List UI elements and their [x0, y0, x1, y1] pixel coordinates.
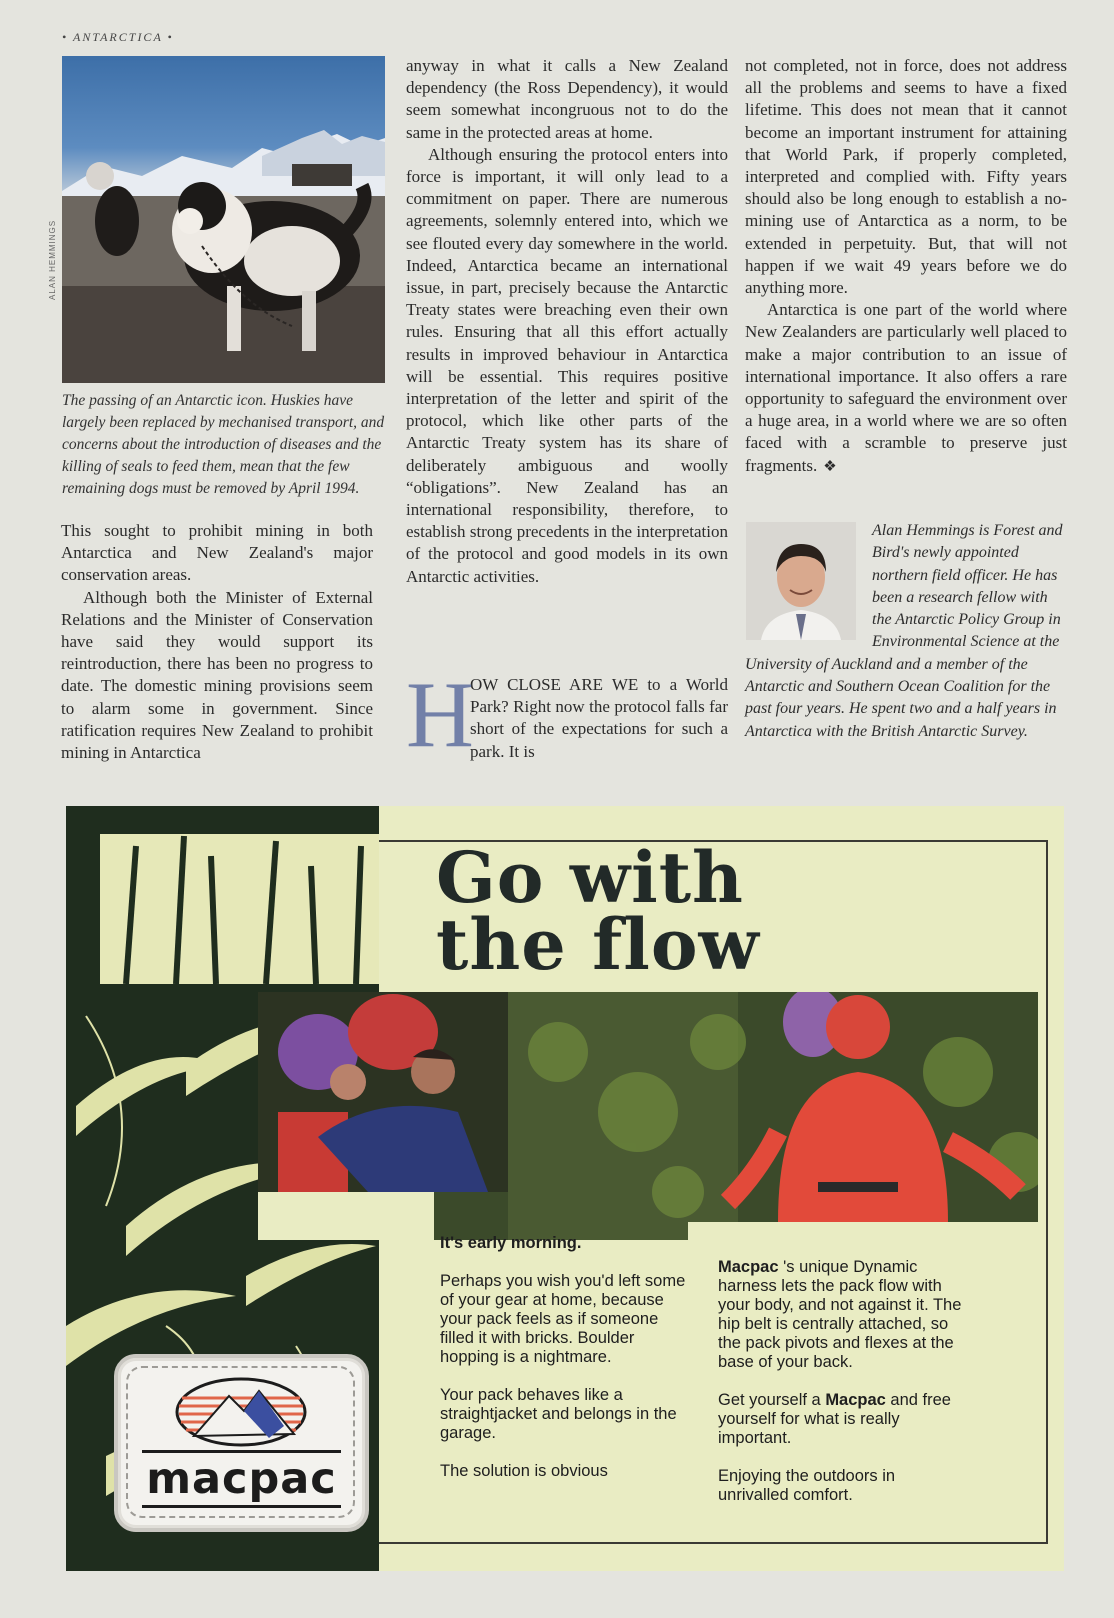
ad-paragraph	[718, 1391, 968, 1448]
article-column-2	[406, 55, 728, 588]
hikers-photo	[258, 992, 1038, 1240]
ad-lead: It's early morning.	[440, 1234, 582, 1252]
paragraph	[745, 299, 1067, 478]
section-lead-text: OW CLOSE ARE WE to a World Park? Right now the protocol falls far short of the expectations for such a park. It is	[470, 675, 728, 761]
paragraph: This sought to prohibit mining in both Antarctica and New Zealand's major conservation areas.	[61, 521, 373, 585]
paragraph: Although both the Minister of External Relations and the Minister of Conservation have said they would support its reintroduction, there has been no progress to date. The domestic mining provisions seem to alarm some in government. Since ratification requires New Zealand to prohibit mining in Antarctica	[61, 587, 373, 763]
ad-paragraph-text: Get yourself a	[718, 1391, 826, 1409]
article-column-3	[745, 55, 1067, 478]
end-mark-icon: ❖	[823, 458, 837, 475]
photo-caption: The passing of an Antarctic icon. Huskies have largely been replaced by mechanised transport, and concerns about the introduction of diseases and the killing of seals to feed them, mean that the few remaining dogs must be removed by April 1994.	[62, 392, 385, 497]
photo-credit: ALAN HEMMINGS	[48, 219, 57, 300]
running-head: • ANTARCTICA •	[62, 30, 174, 44]
drop-cap: H	[406, 663, 474, 767]
macpac-logo-patch	[114, 1354, 369, 1532]
ad-paragraph: Perhaps you wish you'd left some of your gear at home, because your pack feels as if someone filled it with bricks. Boulder hopping is a nightmare.	[440, 1272, 686, 1366]
headline-line-1: Go with	[436, 836, 744, 919]
headline-line-2: the flow	[436, 903, 760, 986]
author-bio	[745, 520, 1067, 743]
brand-name: Macpac	[718, 1258, 779, 1276]
brand-name: Macpac	[825, 1391, 886, 1409]
paragraph-text: Antarctica is one part of the world where New Zealanders are particularly well placed to make a major contribution to an issue of international importance. It also offers a rare opportunity to safeguard the environment over a huge area, in a world where we are so often faced with a scramble to preserve just fragments.	[745, 300, 1067, 475]
author-bio-text: Alan Hemmings is Forest and Bird's newly appointed northern field officer. He has been a research fellow with the Antarctic Policy Group in Environmental Science at the University of Auckland and a member of the Antarctic and Southern Ocean Coalition for the past four years. He spent two and a half years in Antarctica with the British Antarctic Survey.	[745, 522, 1063, 740]
ad-paragraph-text: and free yourself for what is really important.	[718, 1391, 951, 1447]
ad-paragraph: Enjoying the outdoors in unrivalled comfort.	[718, 1467, 896, 1504]
patch-rule	[142, 1505, 341, 1508]
mountain-logo-icon	[174, 1376, 309, 1448]
ad-paragraph: The solution is obvious	[440, 1462, 608, 1480]
ad-copy-left	[440, 1234, 690, 1500]
paragraph: not completed, not in force, does not address all the problems and seems to have a fixed lifetime. This does not mean that it cannot become an important instrument for attaining that World Park, if properly completed, interpreted and complied with. Fifty years should also be long enough to establish a no-mining use of Antarctica as a norm, to be extended in perpetuity. But, that will not happen if we wait 49 years before we do anything more.	[745, 56, 1067, 298]
patch-wordmark: macpac	[146, 1454, 337, 1504]
paragraph: anyway in what it calls a New Zealand dependency (the Ross Dependency), it would seem somewhat incongruous not to do the same in the protected areas at home.	[406, 56, 728, 142]
ad-paragraph-text: 's unique Dynamic harness lets the pack flow with your body, and not against it. The hip belt is centrally attached, so the pack pivots and flexes at the base of your back.	[718, 1258, 962, 1371]
section-opening	[406, 663, 728, 767]
ad-copy-right	[718, 1258, 968, 1524]
paragraph: Although ensuring the protocol enters into force is important, it will only lead to a commitment on paper. There are numerous agreements, solemnly entered into, which we see flouted every day somewhere in the world. Indeed, Antarctica became an international issue, in part, precisely because the Antarctic Treaty states were breaching even their own rules. Ensuring that all this effort actually results in improved behaviour in Antarctica will be essential. This requires positive interpretation of the letter and spirit of the protocol, which like other parts of the Antarctic Treaty system has its share of deliberately ambiguous and woolly “obligations”. New Zealand has an international responsibility, therefore, to establish strong precedents in the interpretation of the protocol and good models in its own Antarctic activities.	[406, 144, 728, 586]
ad-paragraph: Your pack behaves like a straightjacket and belongs in the garage.	[440, 1386, 677, 1442]
ad-headline	[436, 836, 760, 986]
macpac-advertisement	[66, 806, 1064, 1571]
huskies-photo	[62, 56, 385, 383]
patch-rule	[142, 1450, 341, 1453]
ad-paragraph	[718, 1258, 968, 1372]
article-column-1	[61, 520, 373, 764]
